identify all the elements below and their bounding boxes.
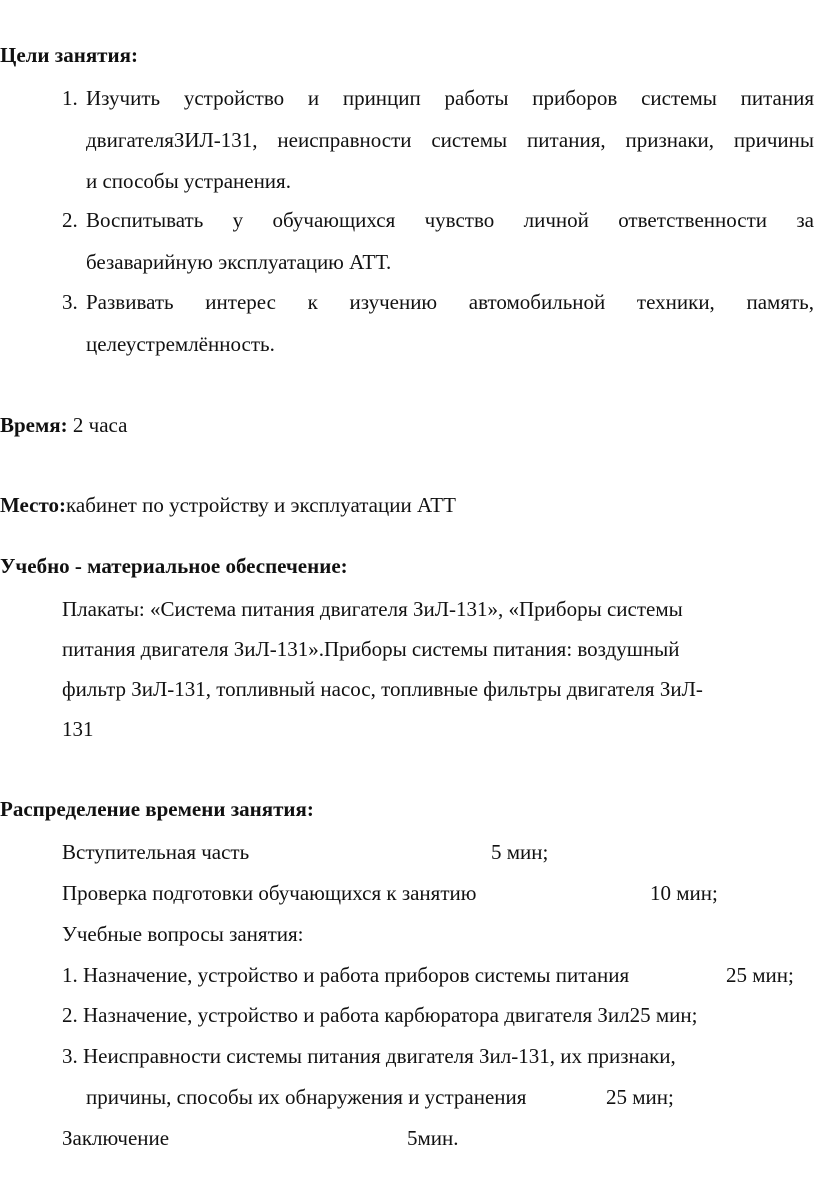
goal-text-line: Развивать интерес к изучению автомобильной техники, память, xyxy=(86,290,814,314)
time-row xyxy=(0,415,127,436)
schedule-conclusion-time: 5мин. xyxy=(407,1126,459,1150)
goal-text-line: Изучить устройство и принцип работы приборов системы питания xyxy=(86,86,814,110)
distribution-heading: Распределение времени занятия: xyxy=(0,797,314,821)
goal-number: 3. xyxy=(62,290,78,314)
time-value: 2 часа xyxy=(72,413,128,437)
goal-number: 2. xyxy=(62,208,78,232)
schedule-question-3-cont: причины, способы их обнаружения и устранения xyxy=(86,1085,527,1109)
goal-text-line: Воспитывать у обучающихся чувство личной ответственности за xyxy=(86,208,814,232)
place-value: кабинет по устройству и эксплуатации АТТ xyxy=(65,493,456,517)
goal-text-line: безаварийную эксплуатацию АТТ. xyxy=(86,250,392,274)
goal-text-line: и способы устранения. xyxy=(86,169,291,193)
place-label: Место: xyxy=(0,493,66,517)
goal-number: 1. xyxy=(62,86,78,110)
schedule-question-2: 2. Назначение, устройство и работа карбюратора двигателя Зил25 мин; xyxy=(62,1003,698,1027)
goal-text-line: двигателяЗИЛ-131, неисправности системы питания, признаки, причины xyxy=(86,128,814,152)
schedule-question-1: 1. Назначение, устройство и работа приборов системы питания xyxy=(62,963,630,987)
materials-line: фильтр ЗиЛ-131, топливный насос, топливные фильтры двигателя ЗиЛ- xyxy=(62,677,703,701)
materials-line: Плакаты: «Система питания двигателя ЗиЛ-131», «Приборы системы xyxy=(62,597,683,621)
goal-text-line: целеустремлённость. xyxy=(86,332,275,356)
place-row xyxy=(0,495,456,516)
schedule-check-time: 10 мин; xyxy=(650,881,718,905)
schedule-check-label: Проверка подготовки обучающихся к занятию xyxy=(62,881,477,905)
materials-heading: Учебно - материальное обеспечение: xyxy=(0,554,348,578)
time-label: Время: xyxy=(0,413,68,437)
schedule-question-1-time: 25 мин; xyxy=(726,963,794,987)
schedule-questions-label: Учебные вопросы занятия: xyxy=(62,922,304,946)
schedule-intro-time: 5 мин; xyxy=(491,840,549,864)
materials-line: питания двигателя ЗиЛ-131».Приборы системы питания: воздушный xyxy=(62,637,680,661)
schedule-question-3: 3. Неисправности системы питания двигателя Зил-131, их признаки, xyxy=(62,1044,676,1068)
schedule-conclusion-label: Заключение xyxy=(62,1126,170,1150)
schedule-question-3-time: 25 мин; xyxy=(606,1085,674,1109)
goals-heading: Цели занятия: xyxy=(0,43,138,67)
schedule-intro-label: Вступительная часть xyxy=(62,840,250,864)
materials-line: 131 xyxy=(62,717,94,741)
